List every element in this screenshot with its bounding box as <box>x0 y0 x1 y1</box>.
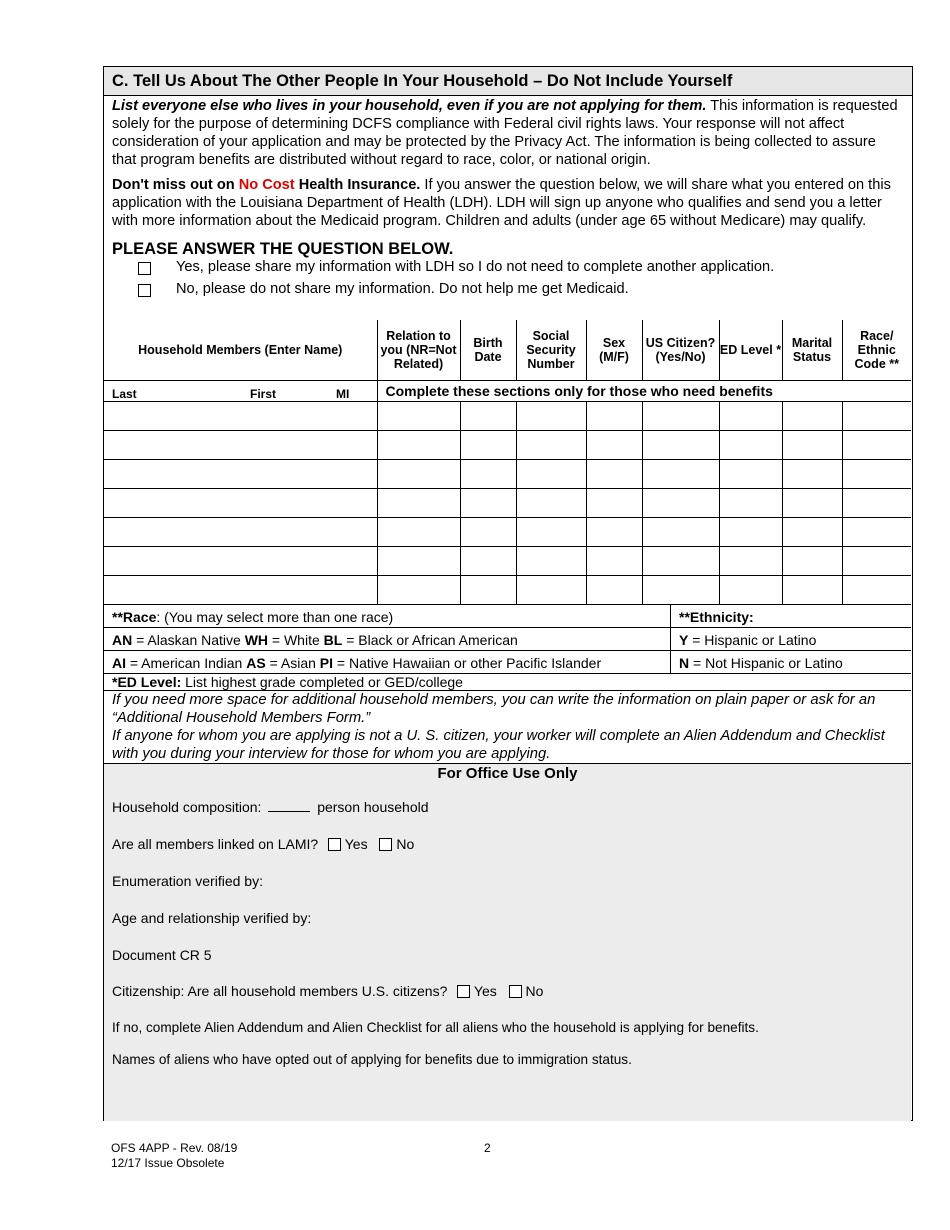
code-ai: AI <box>112 655 126 671</box>
ssn-cell[interactable] <box>516 576 586 605</box>
col-birth-date: Birth Date <box>460 320 516 381</box>
code-wh-text: = White <box>268 632 324 648</box>
code-y: Y <box>679 632 689 648</box>
form-footer <box>111 1141 237 1171</box>
citizenship-text: Citizenship: Are all household members U.S. citizens? <box>112 983 448 999</box>
birth-cell[interactable] <box>460 547 516 576</box>
benefits-note: Complete these sections only for those who need benefits <box>377 381 911 402</box>
table-header-row <box>104 320 911 381</box>
name-cell[interactable] <box>104 489 377 518</box>
enumeration-verified: Enumeration verified by: <box>112 873 263 889</box>
name-cell[interactable] <box>104 402 377 431</box>
citizenship-yes-checkbox[interactable] <box>457 985 470 998</box>
ed-cell[interactable] <box>719 576 782 605</box>
household-members-table <box>104 320 911 605</box>
col-ssn: Social Security Number <box>516 320 586 381</box>
document-cr5: Document CR 5 <box>112 947 212 963</box>
race-cell[interactable] <box>842 460 911 489</box>
medicaid-info-text: If you answer the question below, we will share what you entered on this application with the Louisiana Department of Health (LDH). LDH will sign up anyone who qualifies and send you a letter with more information about the Medicaid program. Children and adults (under age 65 without Medicare) may qualify. <box>112 177 891 229</box>
composition-suffix: person household <box>313 799 429 815</box>
race-cell[interactable] <box>842 431 911 460</box>
intro-paragraph-1 <box>112 97 904 169</box>
obsolete-note: 12/17 Issue Obsolete <box>111 1156 225 1170</box>
code-bl: BL <box>323 632 343 648</box>
relation-cell[interactable] <box>377 518 460 547</box>
ssn-cell[interactable] <box>516 402 586 431</box>
marital-cell[interactable] <box>782 402 842 431</box>
legend-divider <box>670 604 671 673</box>
birth-cell[interactable] <box>460 460 516 489</box>
table-row[interactable] <box>104 402 911 431</box>
ed-level-row <box>104 673 911 691</box>
sex-cell[interactable] <box>586 576 642 605</box>
ed-cell[interactable] <box>719 431 782 460</box>
table-row[interactable] <box>104 431 911 460</box>
ethnicity-label: **Ethnicity: <box>679 609 754 625</box>
ed-cell[interactable] <box>719 489 782 518</box>
birth-cell[interactable] <box>460 489 516 518</box>
code-pi: PI <box>319 655 334 671</box>
intro-lead: List everyone else who lives in your household, even if you are not applying for them. <box>112 98 707 114</box>
relation-cell[interactable] <box>377 460 460 489</box>
share-no-label: No, please do not share my information. Do not help me get Medicaid. <box>176 281 629 297</box>
relation-cell[interactable] <box>377 576 460 605</box>
sex-cell[interactable] <box>586 518 642 547</box>
race-cell[interactable] <box>842 402 911 431</box>
code-as-text: = Asian <box>265 655 320 671</box>
code-wh: WH <box>244 632 269 648</box>
code-pi-text: = Native Hawaiian or other Pacific Islander <box>333 655 602 671</box>
marital-cell[interactable] <box>782 518 842 547</box>
household-composition <box>112 799 429 815</box>
code-an-text: = Alaskan Native <box>132 632 245 648</box>
citizen-cell[interactable] <box>642 576 719 605</box>
birth-cell[interactable] <box>460 431 516 460</box>
ed-cell[interactable] <box>719 518 782 547</box>
share-no-option[interactable] <box>112 280 904 302</box>
marital-cell[interactable] <box>782 489 842 518</box>
code-bl-text: = Black or African American <box>342 632 518 648</box>
relation-cell[interactable] <box>377 547 460 576</box>
marital-cell[interactable] <box>782 547 842 576</box>
col-race-ethnic: Race/ Ethnic Code ** <box>842 320 911 381</box>
lami-text: Are all members linked on LAMI? <box>112 836 319 852</box>
share-no-checkbox[interactable] <box>138 284 151 297</box>
ed-label: *ED Level: <box>112 674 182 690</box>
marital-cell[interactable] <box>782 431 842 460</box>
code-ai-text: = American Indian <box>126 655 247 671</box>
marital-cell[interactable] <box>782 576 842 605</box>
citizenship-yes-label: Yes <box>473 983 497 999</box>
race-label-bold: **Race <box>112 609 157 625</box>
relation-cell[interactable] <box>377 431 460 460</box>
col-marital: Marital Status <box>782 320 842 381</box>
ssn-cell[interactable] <box>516 518 586 547</box>
table-subheader-row <box>104 381 911 402</box>
alien-checklist-instruction: If no, complete Alien Addendum and Alien Checklist for all aliens who the household is applying for benefits. <box>112 1020 759 1035</box>
race-note: : (You may select more than one race) <box>156 609 394 625</box>
health-insurance-text: Health Insurance. <box>294 177 421 193</box>
office-use-section <box>104 763 911 1121</box>
section-title: C. Tell Us About The Other People In Your Household – Do Not Include Yourself <box>104 67 912 96</box>
composition-blank[interactable] <box>268 799 310 812</box>
birth-cell[interactable] <box>460 576 516 605</box>
race-cell[interactable] <box>842 489 911 518</box>
ethnicity-n <box>679 655 843 671</box>
lami-question <box>112 836 414 852</box>
share-yes-checkbox[interactable] <box>138 262 151 275</box>
intro-paragraph-2 <box>112 176 904 230</box>
sex-cell[interactable] <box>586 489 642 518</box>
lami-yes-checkbox[interactable] <box>328 838 341 851</box>
table-row[interactable] <box>104 489 911 518</box>
col-citizen: US Citizen? (Yes/No) <box>642 320 719 381</box>
race-codes-2 <box>112 655 601 671</box>
code-as: AS <box>246 655 266 671</box>
intro-rest: This information is requested solely for the purpose of determining DCFS compliance with Federal civil rights laws. Your response will not affect consideration of your application and may be protected by the Privacy Act. The information is being collected to assure that program benefits are distributed without regard to race, color, or national origin. <box>112 98 898 168</box>
race-legend-row <box>104 604 911 628</box>
code-y-text: = Hispanic or Latino <box>688 632 817 648</box>
sex-cell[interactable] <box>586 547 642 576</box>
citizen-cell[interactable] <box>642 547 719 576</box>
name-subheader <box>104 381 377 402</box>
sex-cell[interactable] <box>586 460 642 489</box>
citizen-cell[interactable] <box>642 402 719 431</box>
composition-prefix: Household composition: <box>112 799 266 815</box>
col-members: Household Members (Enter Name) <box>104 320 377 381</box>
ssn-cell[interactable] <box>516 547 586 576</box>
name-cell[interactable] <box>104 547 377 576</box>
intro-text <box>104 96 912 302</box>
no-cost-text: No Cost <box>238 177 295 193</box>
race-cell[interactable] <box>842 547 911 576</box>
table-row[interactable] <box>104 547 911 576</box>
opted-out-aliens: Names of aliens who have opted out of applying for benefits due to immigration status. <box>112 1052 632 1067</box>
share-yes-label: Yes, please share my information with LDH so I do not need to complete another application. <box>176 259 775 275</box>
ed-cell[interactable] <box>719 547 782 576</box>
ed-text: List highest grade completed or GED/college <box>181 674 463 690</box>
sex-cell[interactable] <box>586 402 642 431</box>
citizenship-no-checkbox[interactable] <box>509 985 522 998</box>
office-use-title: For Office Use Only <box>437 765 578 782</box>
lami-yes-label: Yes <box>344 836 368 852</box>
race-cell[interactable] <box>842 518 911 547</box>
ssn-cell[interactable] <box>516 489 586 518</box>
citizenship-question <box>112 983 543 999</box>
additional-members-note: If you need more space for additional household members, you can write the information on plain paper or ask for an “Additional Household Members Form.” <box>112 692 876 726</box>
citizen-cell[interactable] <box>642 518 719 547</box>
ssn-cell[interactable] <box>516 460 586 489</box>
code-n: N <box>679 655 690 671</box>
table-row[interactable] <box>104 518 911 547</box>
alien-addendum-note: If anyone for whom you are applying is not a U. S. citizen, your worker will complete an Alien Addendum and Checklist with you during your interview for those for whom you are applying. <box>112 728 885 762</box>
share-yes-option[interactable] <box>112 258 904 280</box>
race-codes-1 <box>112 632 518 648</box>
race-codes-row-1 <box>104 627 911 651</box>
race-codes-row-2 <box>104 650 911 674</box>
mi-label: MI <box>336 387 350 401</box>
col-sex: Sex (M/F) <box>586 320 642 381</box>
birth-cell[interactable] <box>460 402 516 431</box>
code-an: AN <box>112 632 133 648</box>
lami-no-label: No <box>396 836 415 852</box>
ed-cell[interactable] <box>719 460 782 489</box>
dont-miss-text: Don't miss out on <box>112 177 239 193</box>
birth-cell[interactable] <box>460 518 516 547</box>
name-cell[interactable] <box>104 460 377 489</box>
table-row[interactable] <box>104 576 911 605</box>
question-title: PLEASE ANSWER THE QUESTION BELOW. <box>112 240 454 258</box>
household-members-form <box>103 66 913 1121</box>
lami-no-checkbox[interactable] <box>379 838 392 851</box>
race-label <box>112 609 393 625</box>
ssn-cell[interactable] <box>516 431 586 460</box>
code-n-text: = Not Hispanic or Latino <box>689 655 843 671</box>
ed-cell[interactable] <box>719 402 782 431</box>
page-number: 2 <box>484 1141 491 1155</box>
marital-cell[interactable] <box>782 460 842 489</box>
sex-cell[interactable] <box>586 431 642 460</box>
last-name-label: Last <box>112 387 137 401</box>
citizen-cell[interactable] <box>642 431 719 460</box>
ed-level-note <box>112 674 463 690</box>
form-id: OFS 4APP - Rev. 08/19 <box>111 1141 238 1155</box>
first-name-label: First <box>250 387 277 401</box>
col-ed-level: ED Level * <box>719 320 782 381</box>
name-cell[interactable] <box>104 431 377 460</box>
name-cell[interactable] <box>104 576 377 605</box>
relation-cell[interactable] <box>377 489 460 518</box>
name-cell[interactable] <box>104 518 377 547</box>
citizen-cell[interactable] <box>642 460 719 489</box>
citizenship-no-label: No <box>525 983 544 999</box>
table-row[interactable] <box>104 460 911 489</box>
citizen-cell[interactable] <box>642 489 719 518</box>
ethnicity-y <box>679 632 816 648</box>
age-relationship-verified: Age and relationship verified by: <box>112 910 312 926</box>
relation-cell[interactable] <box>377 402 460 431</box>
col-relation: Relation to you (NR=Not Related) <box>377 320 460 381</box>
race-cell[interactable] <box>842 576 911 605</box>
